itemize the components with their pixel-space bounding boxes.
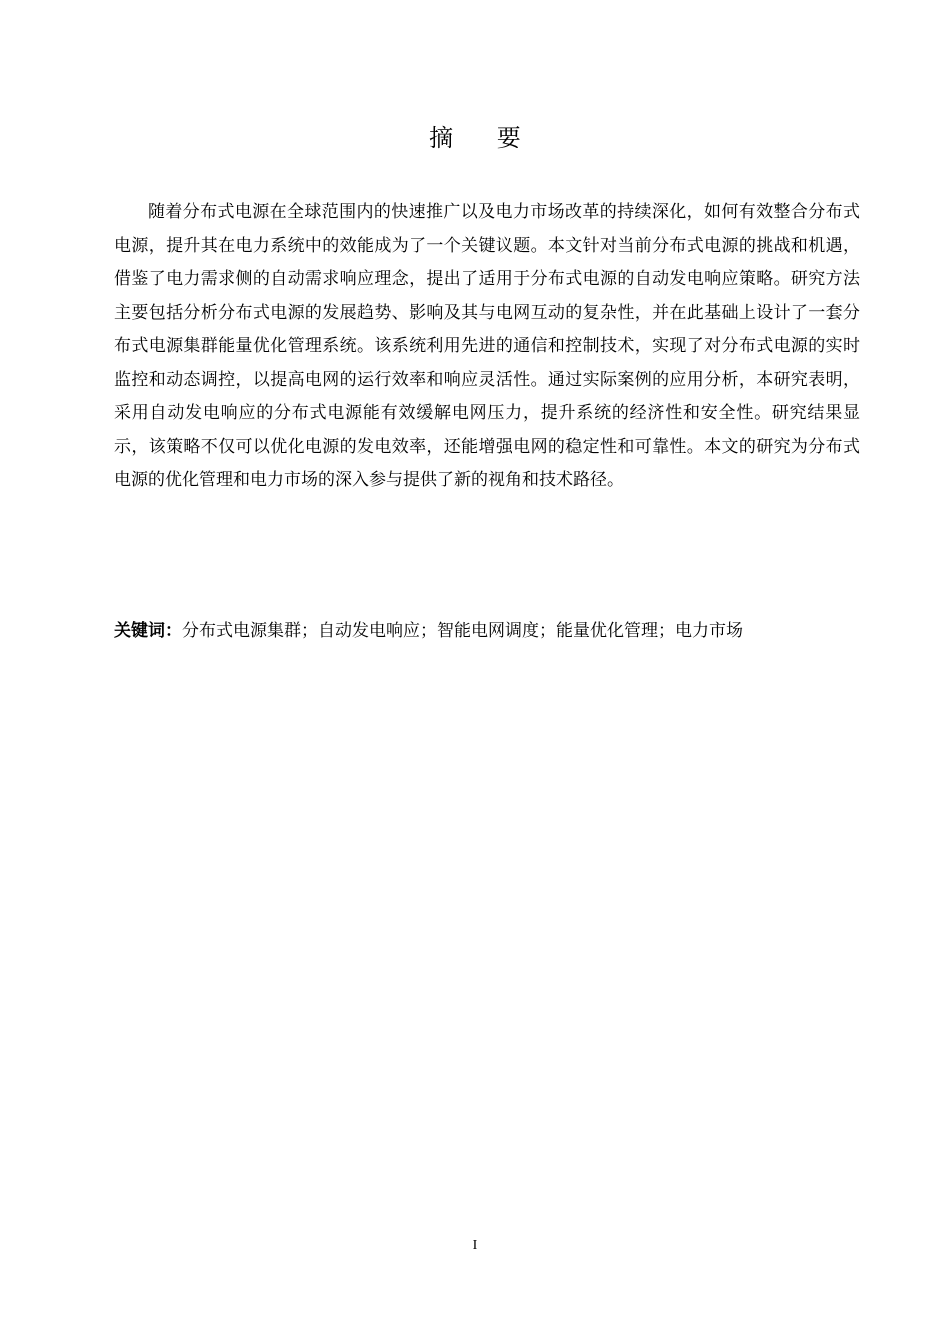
abstract-paragraph: 随着分布式电源在全球范围内的快速推广以及电力市场改革的持续深化，如何有效整合分布式电源，提升其在电力系统中的效能成为了一个关键议题。本文针对当前分布式电源的挑战和机遇，借鉴了电力需求侧的自动需求响应理念，提出了适用于分布式电源的自动发电响应策略。研究方法主要包括分析分布式电源的发展趋势、影响及其与电网互动的复杂性，并在此基础上设计了一套分布式电源集群能量优化管理系统。该系统利用先进的通信和控制技术，实现了对分布式电源的实时监控和动态调控，以提高电网的运行效率和响应灵活性。通过实际案例的应用分析，本研究表明，采用自动发电响应的分布式电源能有效缓解电网压力，提升系统的经济性和安全性。研究结果显示，该策略不仅可以优化电源的发电效率，还能增强电网的稳定性和可靠性。本文的研究为分布式电源的优化管理和电力市场的深入参与提供了新的视角和技术路径。 [114,202,860,490]
page-title: 摘 要 [429,124,539,152]
page-number: I [472,1238,478,1253]
keywords-label: 关键词： [114,621,182,641]
keywords-text: 分布式电源集群；自动发电响应；智能电网调度；能量优化管理；电力市场 [182,621,743,641]
keywords-line [114,615,860,648]
